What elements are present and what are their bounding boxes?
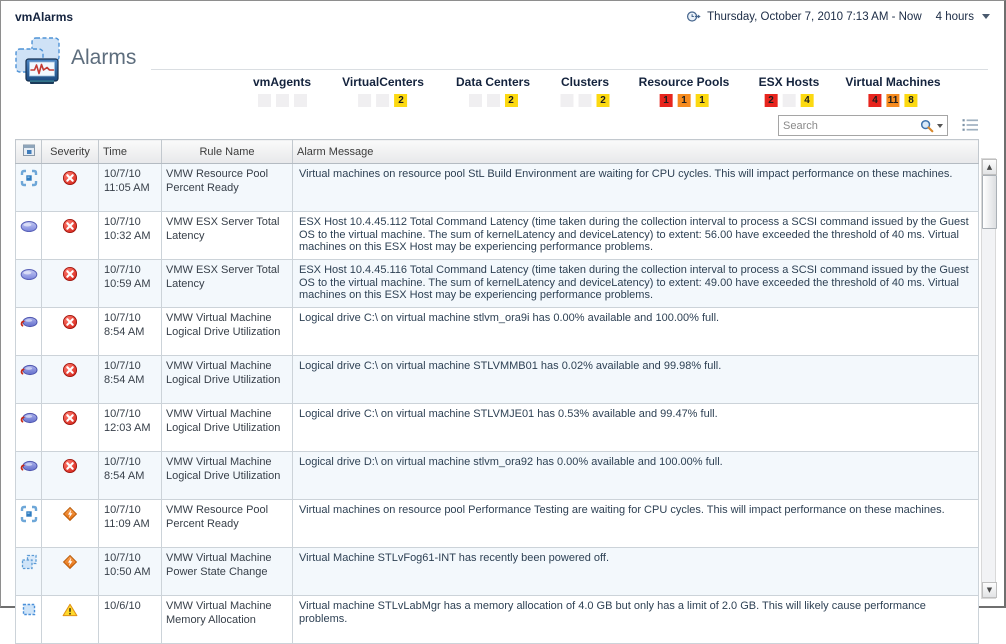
virtual-machine-icon	[20, 409, 38, 427]
severity-cell	[42, 212, 99, 260]
time-cell	[99, 452, 162, 500]
severity-cell	[42, 404, 99, 452]
search-box	[778, 115, 948, 136]
time-cell	[99, 308, 162, 356]
alarm-count-none	[377, 94, 390, 107]
object-type-cell	[16, 212, 42, 260]
severity-cell	[42, 500, 99, 548]
object-type-column-icon	[22, 143, 36, 157]
alarm-count-none	[257, 94, 270, 107]
time-cell	[99, 260, 162, 308]
alarm-time: 10:59 AM	[104, 277, 151, 290]
alarm-time: 8:54 AM	[104, 373, 145, 386]
search-input[interactable]	[779, 117, 916, 134]
time-cell	[99, 212, 162, 260]
severity-critical-icon	[62, 506, 78, 522]
summary-group-clusters	[561, 75, 610, 107]
scroll-up-button[interactable]: ▲	[982, 159, 997, 175]
alarm-count-warning[interactable]: 8	[905, 94, 918, 107]
alarm-date: 10/7/10	[104, 312, 141, 324]
severity-fatal-icon	[62, 410, 78, 426]
search-options-arrow[interactable]	[937, 124, 943, 128]
severity-cell	[42, 356, 99, 404]
title-divider	[151, 69, 988, 70]
alarm-count-none	[359, 94, 372, 107]
alarm-summary	[1, 75, 1004, 115]
alarm-date: 10/7/10	[104, 360, 141, 372]
severity-fatal-icon	[62, 266, 78, 282]
column-header-severity[interactable]: Severity	[42, 140, 99, 164]
summary-group-resource-pools	[639, 75, 730, 107]
time-cell	[99, 548, 162, 596]
time-cell	[99, 356, 162, 404]
column-header-rule-name[interactable]: Rule Name	[162, 140, 293, 164]
scrollbar-thumb[interactable]	[982, 175, 997, 229]
summary-count-boxes	[253, 94, 311, 107]
virtual-machine-icon	[20, 457, 38, 475]
alarm-time: 8:54 AM	[104, 325, 145, 338]
rule-name-cell: VMW Virtual Machine Memory Allocation	[162, 596, 293, 644]
severity-fatal-icon	[62, 218, 78, 234]
alarm-row[interactable]	[16, 404, 979, 452]
search-icon	[920, 119, 934, 133]
time-range-dropdown-arrow[interactable]	[982, 14, 990, 19]
alarm-time: 11:05 AM	[104, 181, 150, 194]
alarm-row[interactable]	[16, 548, 979, 596]
summary-group-virtual-machines	[845, 75, 940, 107]
summary-count-boxes	[456, 94, 530, 107]
alarm-date: 10/7/10	[104, 216, 141, 228]
object-type-cell	[16, 452, 42, 500]
severity-fatal-icon	[62, 362, 78, 378]
alarm-count-critical[interactable]: 11	[887, 95, 899, 106]
alarm-message-cell: Logical drive D:\ on virtual machine stlvm_ora92 has 0.00% available and 100.00% full.	[293, 452, 979, 500]
alarm-time: 11:09 AM	[104, 517, 150, 530]
alarm-count-none	[275, 94, 288, 107]
summary-group-label: Resource Pools	[638, 75, 730, 89]
virtual-machine-icon	[20, 361, 38, 379]
severity-cell	[42, 548, 99, 596]
resource-pool-icon	[20, 505, 38, 523]
alarm-date: 10/7/10	[104, 504, 141, 516]
severity-warning-icon	[62, 602, 78, 618]
summary-group-label: Clusters	[560, 75, 610, 89]
alarm-message-cell: Virtual machines on resource pool StL Build Environment are waiting for CPU cycles. This will impact performance on these machines.	[293, 164, 979, 212]
object-type-cell	[16, 548, 42, 596]
alarm-count-none	[783, 94, 796, 107]
rule-name-cell: VMW Virtual Machine Logical Drive Utilization	[162, 404, 293, 452]
timeline-control[interactable]	[686, 9, 990, 24]
object-type-cell	[16, 500, 42, 548]
alarm-row[interactable]	[16, 308, 979, 356]
summary-group-label: Virtual Machines	[845, 75, 941, 89]
alarm-date: 10/7/10	[104, 552, 141, 564]
rule-name-cell: VMW Virtual Machine Logical Drive Utilization	[162, 452, 293, 500]
alarm-count-fatal[interactable]: 2	[765, 94, 778, 107]
summary-count-boxes	[759, 94, 820, 107]
alarm-date: 10/6/10	[104, 600, 141, 612]
severity-cell	[42, 596, 99, 644]
object-type-cell	[16, 308, 42, 356]
rule-name-cell: VMW Virtual Machine Logical Drive Utilization	[162, 356, 293, 404]
alarm-count-warning[interactable]: 4	[801, 94, 814, 107]
alarm-date: 10/7/10	[104, 456, 141, 468]
object-type-cell	[16, 596, 42, 644]
alarm-message-cell: Virtual machines on resource pool Performance Testing are waiting for CPU cycles. This will impact performance on these machines.	[293, 500, 979, 548]
page-title: Alarms	[71, 46, 137, 69]
severity-cell	[42, 308, 99, 356]
scroll-down-button[interactable]: ▼	[982, 582, 997, 598]
alarm-table-body	[16, 164, 979, 644]
alarm-row[interactable]	[16, 596, 979, 644]
alarm-count-none	[487, 94, 500, 107]
alarm-count-warning[interactable]: 1	[695, 94, 708, 107]
column-header-time[interactable]: Time	[99, 140, 162, 164]
column-header-alarm-message[interactable]: Alarm Message	[293, 140, 979, 164]
vm-container-icon	[20, 553, 38, 571]
severity-cell	[42, 164, 99, 212]
app-title: vmAlarms	[15, 10, 74, 24]
time-range-duration[interactable]: 4 hours	[935, 10, 974, 23]
alarm-message-cell: Virtual machine STLvLabMgr has a memory allocation of 4.0 GB but only has a limit of 2.0 GB. This will likely cause performance problems.	[293, 596, 979, 644]
alarm-count-critical[interactable]: 1	[677, 94, 690, 107]
alarm-date: 10/7/10	[104, 168, 141, 180]
summary-count-boxes	[845, 94, 940, 107]
resource-pool-icon	[20, 169, 38, 187]
alarm-message-cell: ESX Host 10.4.45.116 Total Command Latency (time taken during the collection interval to process a SCSI command issued by the Guest OS to the virtual machine. The sum of kernelLatency and deviceLatency) to extent: 49.00 have exceeded the threshold of 40 ms. Virtual machines on this ESX Host may be experiencing performance problems.	[293, 260, 979, 308]
alarm-count-none	[561, 94, 574, 107]
timeline-clock-icon	[686, 9, 701, 24]
alarm-date: 10/7/10	[104, 264, 141, 276]
alarm-count-warning[interactable]: 2	[505, 94, 518, 107]
rule-name-cell: VMW ESX Server Total Latency	[162, 212, 293, 260]
summary-group-label: vmAgents	[252, 75, 312, 89]
alarm-count-warning[interactable]: 2	[395, 94, 408, 107]
summary-count-boxes	[639, 94, 730, 107]
rule-name-cell: VMW ESX Server Total Latency	[162, 260, 293, 308]
rule-name-cell: VMW Resource Pool Percent Ready	[162, 500, 293, 548]
alarm-row[interactable]	[16, 452, 979, 500]
severity-fatal-icon	[62, 458, 78, 474]
severity-fatal-icon	[62, 170, 78, 186]
customizer-icon[interactable]	[962, 118, 979, 132]
column-header-object-type[interactable]	[16, 140, 42, 164]
alarms-table	[15, 139, 978, 626]
alarm-message-cell: Logical drive C:\ on virtual machine STLVMMB01 has 0.02% available and 99.98% full.	[293, 356, 979, 404]
alarm-message-cell: Logical drive C:\ on virtual machine STLVMJE01 has 0.53% available and 99.47% full.	[293, 404, 979, 452]
alarm-row[interactable]	[16, 500, 979, 548]
virtual-machine-icon	[20, 313, 38, 331]
summary-group-label: ESX Hosts	[758, 75, 820, 89]
severity-cell	[42, 452, 99, 500]
object-type-cell	[16, 356, 42, 404]
alarm-count-none	[579, 94, 592, 107]
alarm-count-fatal[interactable]: 4	[869, 94, 882, 107]
alarm-message-cell: ESX Host 10.4.45.112 Total Command Latency (time taken during the collection interval to process a SCSI command issued by the Guest OS to the virtual machine. The sum of kernelLatency and deviceLatency) to extent: 56.00 have exceeded the threshold of 40 ms. Virtual machines on this ESX Host may be experiencing performance problems.	[293, 212, 979, 260]
time-range-label: Thursday, October 7, 2010 7:13 AM - Now	[707, 10, 922, 23]
alarm-date: 10/7/10	[104, 408, 141, 420]
object-type-cell	[16, 260, 42, 308]
summary-group-vmagents	[253, 75, 311, 107]
summary-group-label: VirtualCenters	[342, 75, 424, 89]
alarm-time: 12:03 AM	[104, 421, 151, 434]
severity-fatal-icon	[62, 314, 78, 330]
rule-name-cell: VMW Resource Pool Percent Ready	[162, 164, 293, 212]
alarm-message-cell: Logical drive C:\ on virtual machine stlvm_ora9i has 0.00% available and 100.00% full.	[293, 308, 979, 356]
alarm-message-cell: Virtual Machine STLvFog61-INT has recently been powered off.	[293, 548, 979, 596]
alarm-count-fatal[interactable]: 1	[659, 94, 672, 107]
alarm-count-none	[293, 94, 306, 107]
alarm-time: 8:54 AM	[104, 469, 145, 482]
object-type-cell	[16, 164, 42, 212]
alarm-time: 10:32 AM	[104, 229, 151, 242]
summary-group-label: Data Centers	[455, 75, 531, 89]
time-cell	[99, 404, 162, 452]
summary-count-boxes	[342, 94, 424, 107]
summary-group-virtualcenters	[342, 75, 424, 107]
severity-cell	[42, 260, 99, 308]
esx-host-icon	[20, 217, 38, 235]
severity-critical-icon	[62, 554, 78, 570]
alarm-count-none	[469, 94, 482, 107]
time-cell	[99, 500, 162, 548]
time-cell	[99, 596, 162, 644]
rule-name-cell: VMW Virtual Machine Logical Drive Utilization	[162, 308, 293, 356]
rule-name-cell: VMW Virtual Machine Power State Change	[162, 548, 293, 596]
vertical-scrollbar[interactable]	[981, 158, 996, 599]
alarm-count-warning[interactable]: 2	[597, 94, 610, 107]
alarm-row[interactable]	[16, 212, 979, 260]
summary-group-esx-hosts	[759, 75, 820, 107]
alarm-row[interactable]	[16, 260, 979, 308]
object-type-cell	[16, 404, 42, 452]
summary-group-data-centers	[456, 75, 530, 107]
esx-host-icon	[20, 265, 38, 283]
alarm-row[interactable]	[16, 356, 979, 404]
search-button[interactable]	[916, 119, 947, 133]
alarm-row[interactable]	[16, 164, 979, 212]
vm-dashed-icon	[20, 601, 38, 619]
time-cell	[99, 164, 162, 212]
summary-count-boxes	[561, 94, 610, 107]
table-header-row	[16, 140, 979, 164]
alarm-time: 10:50 AM	[104, 565, 151, 578]
